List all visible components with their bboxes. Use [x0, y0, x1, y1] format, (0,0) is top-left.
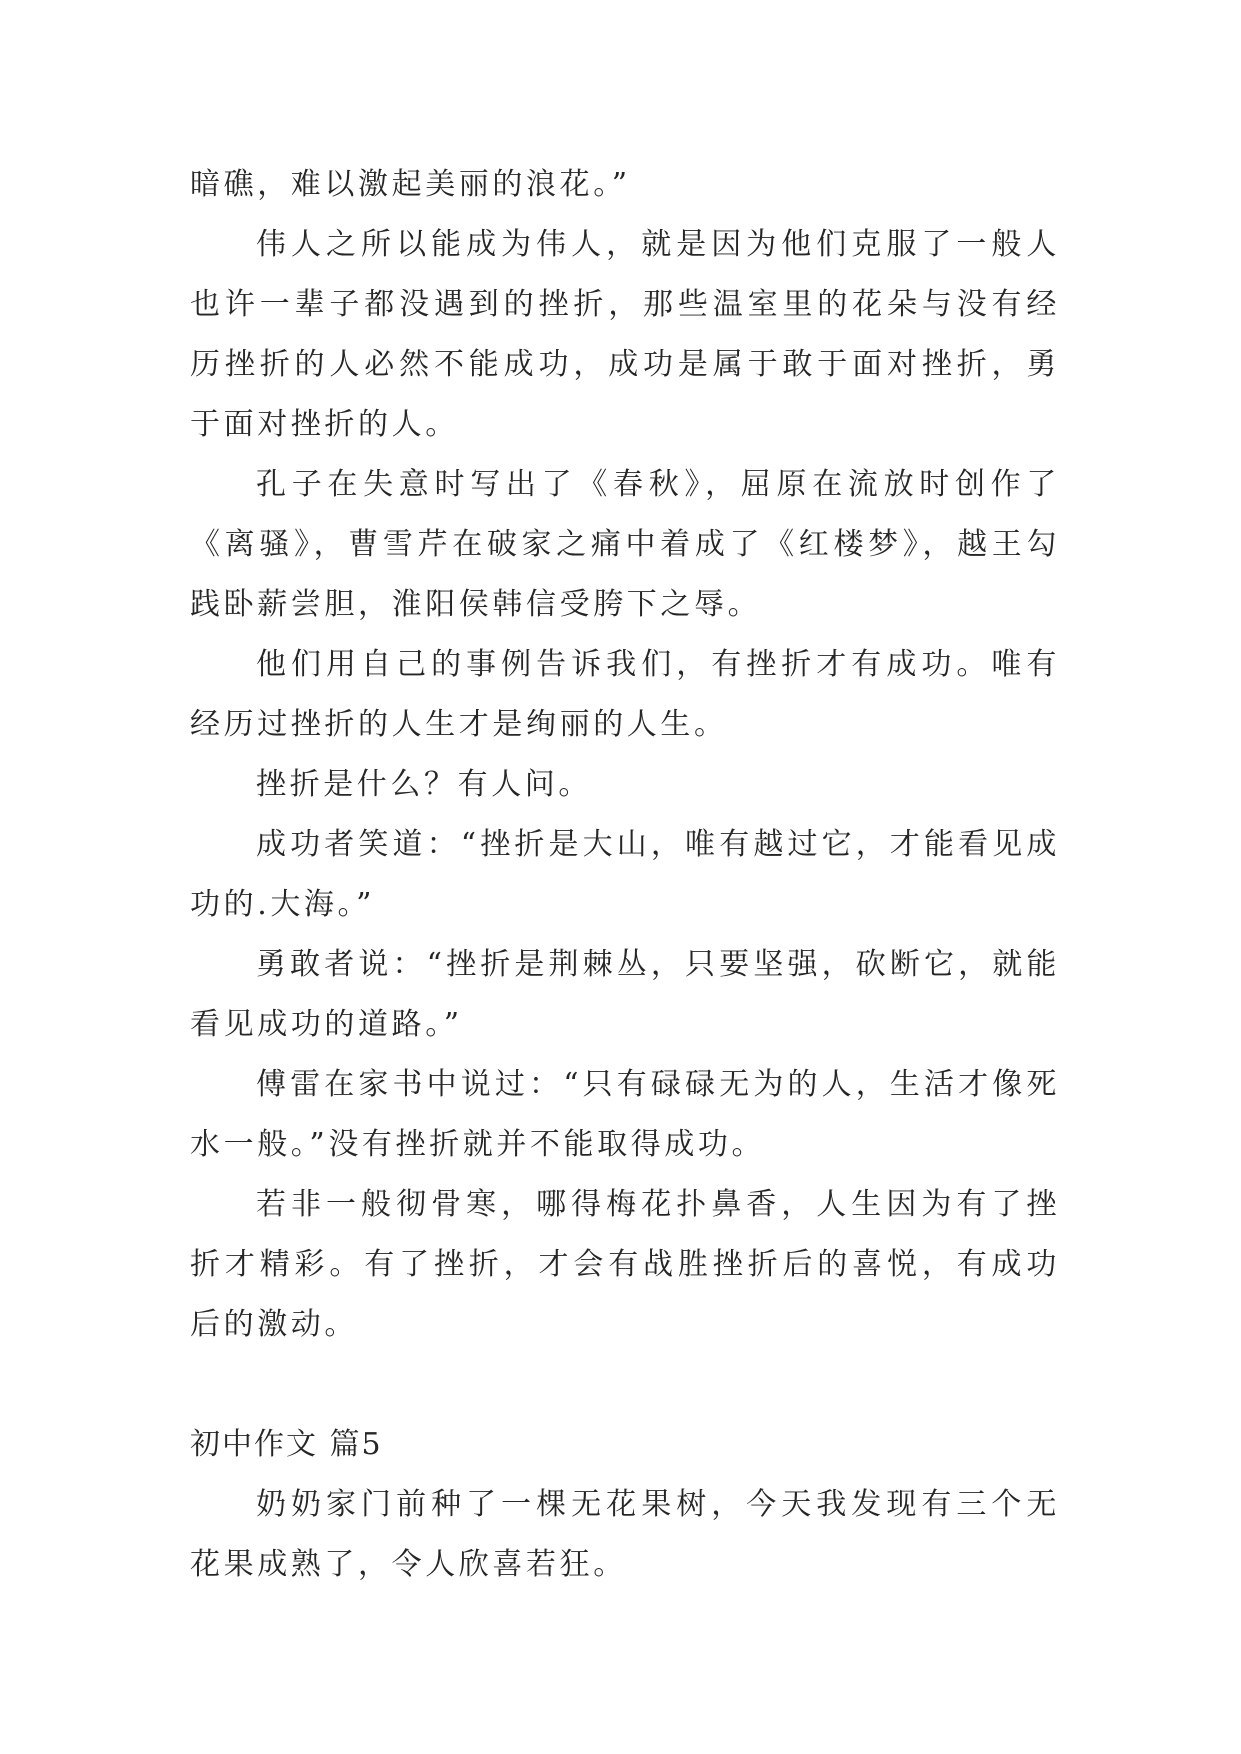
section-heading: 初中作文 篇5 [190, 1427, 383, 1462]
paragraph: 他们用自己的事例告诉我们，有挫折才有成功。唯有经历过挫折的人生才是绚丽的人生。 [190, 647, 1060, 742]
paragraph: 傅雷在家书中说过：“只有碌碌无为的人，生活才像死水一般。”没有挫折就并不能取得成功。 [190, 1067, 1060, 1162]
paragraph: 若非一般彻骨寒，哪得梅花扑鼻香，人生因为有了挫折才精彩。有了挫折，才会有战胜挫折后的喜悦，有成功后的激动。 [190, 1187, 1060, 1342]
paragraph: 孔子在失意时写出了《春秋》，屈原在流放时创作了《离骚》，曹雪芹在破家之痛中着成了《红楼梦》，越王勾践卧薪尝胆，淮阳侯韩信受胯下之辱。 [190, 467, 1060, 622]
paragraph: 挫折是什么？有人问。 [256, 767, 592, 802]
paragraph: 成功者笑道：“挫折是大山，唯有越过它，才能看见成功的.大海。” [190, 827, 1060, 922]
paragraph: 勇敢者说：“挫折是荆棘丛，只要坚强，砍断它，就能看见成功的道路。” [190, 947, 1060, 1042]
paragraph: 奶奶家门前种了一棵无花果树，今天我发现有三个无花果成熟了，令人欣喜若狂。 [190, 1487, 1060, 1582]
paragraph-continued: 暗礁，难以激起美丽的浪花。” [190, 167, 631, 202]
paragraph: 伟人之所以能成为伟人，就是因为他们克服了一般人也许一辈子都没遇到的挫折，那些温室里的花朵与没有经历挫折的人必然不能成功，成功是属于敢于面对挫折，勇于面对挫折的人。 [190, 227, 1060, 442]
document-body [190, 155, 1060, 1595]
